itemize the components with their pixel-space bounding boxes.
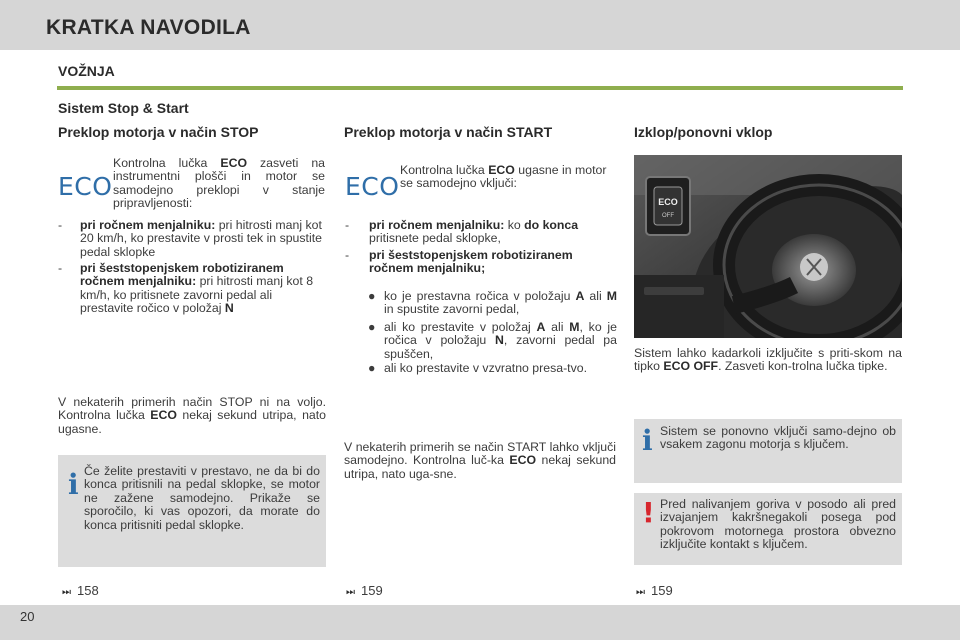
col3-text: Sistem lahko kadarkoli izključite s priti-skom na tipko ECO OFF. Zasveti kon-trolna lučka tipke.: [634, 346, 902, 374]
page-header-title: KRATKA NAVODILA: [46, 16, 251, 39]
page-ref-icon: ⏭: [636, 587, 645, 598]
subsection-title: Sistem Stop & Start: [58, 100, 189, 116]
col1-item-manual: - pri ročnem menjalniku: pri hitrosti manj kot 20 km/h, ko prestavite v prosti tek in spustite pedal sklopke: [58, 218, 322, 259]
steering-wheel-image: [634, 155, 902, 338]
dash-marker: -: [58, 261, 63, 275]
col2-subitem-1: ● ko je prestavna ročica v položaju A ali M in spustite zavorni pedal,: [368, 289, 617, 317]
eco-indicator-icon: ECO: [58, 172, 113, 201]
col1-page-ref: ⏭ 158: [62, 583, 99, 598]
col1-info-text: Če želite prestaviti v prestavo, ne da bi do konca pritisnili na pedal sklopke, se motor ne zažene samodejno. Prikaže se sporočilo, ki vas opozori, da morate do konca pritisniti pedal sklopke.: [84, 464, 320, 532]
section-divider: [57, 86, 903, 90]
col3-warning-text: Pred nalivanjem goriva v posodo ali pred izvajanjem kakršnegakoli posega pod pokrovom motornega prostora obvezno izključite kontakt s ključem.: [660, 497, 896, 552]
bullet-dot: ●: [368, 361, 376, 375]
warning-icon: !: [642, 496, 655, 529]
col3-info-text: Sistem se ponovno vključi samo-dejno ob vsakem zagonu motorja s ključem.: [660, 424, 896, 452]
col2-note: V nekaterih primerih se način START lahko vključi samodejno. Kontrolna luč-ka ECO nekaj sekund utripa, nato uga-sne.: [344, 440, 617, 481]
bullet-dot: ●: [368, 320, 376, 334]
page-ref-icon: ⏭: [62, 587, 71, 598]
col2-title: Preklop motorja v način START: [344, 124, 553, 140]
eco-indicator-icon: ECO: [345, 172, 400, 201]
col2-subitem-3: ● ali ko prestavite v vzvratno presa-tvo.: [368, 361, 587, 375]
dashboard-photo: [634, 155, 902, 338]
info-icon: i: [68, 468, 79, 501]
col1-title: Preklop motorja v način STOP: [58, 124, 259, 140]
footer-band: [0, 605, 960, 640]
left-margin: [0, 50, 48, 640]
dash-marker: -: [58, 218, 63, 232]
col3-title: Izklop/ponovni vklop: [634, 124, 773, 140]
col2-item-manual: - pri ročnem menjalniku: ko do konca pritisnete pedal sklopke,: [345, 218, 579, 246]
col3-page-ref: ⏭ 159: [636, 583, 673, 598]
dash-marker: -: [345, 218, 350, 232]
bullet-dot: ●: [368, 289, 376, 303]
eco-off-button-label: ECO: [658, 197, 678, 207]
col2-page-ref: ⏭ 159: [346, 583, 383, 598]
page-ref-icon: ⏭: [346, 587, 355, 598]
page-number: 20: [20, 609, 35, 624]
col1-note: V nekaterih primerih način STOP ni na voljo. Kontrolna lučka ECO nekaj sekund utripa, nato ugasne.: [58, 395, 326, 436]
col2-item-robotized: - pri šeststopenjskem robotiziranem ročnem menjalniku;: [345, 248, 573, 276]
dash-marker: -: [345, 248, 350, 262]
section-title: VOŽNJA: [58, 63, 115, 79]
info-icon: i: [642, 424, 653, 457]
col1-intro: Kontrolna lučka ECO zasveti na instrumentni plošči in motor se samodejno preklopi v stanje pripravljenosti:: [113, 156, 325, 211]
col1-item-robotized: - pri šeststopenjskem robotiziranem ročnem menjalniku: pri hitrosti manj kot 8 km/h, ko pritisnete zavorni pedal ali prestavite ročico v položaj N: [58, 261, 314, 316]
col2-intro: Kontrolna lučka ECO ugasne in motor se samodejno vključi:: [400, 163, 607, 191]
col2-subitem-2: ● ali ko prestavite v položaj A ali M, ko je ročica v položaju N, zavorni pedal pa spuščen,: [368, 320, 617, 361]
eco-off-button-sub: OFF: [662, 213, 674, 219]
